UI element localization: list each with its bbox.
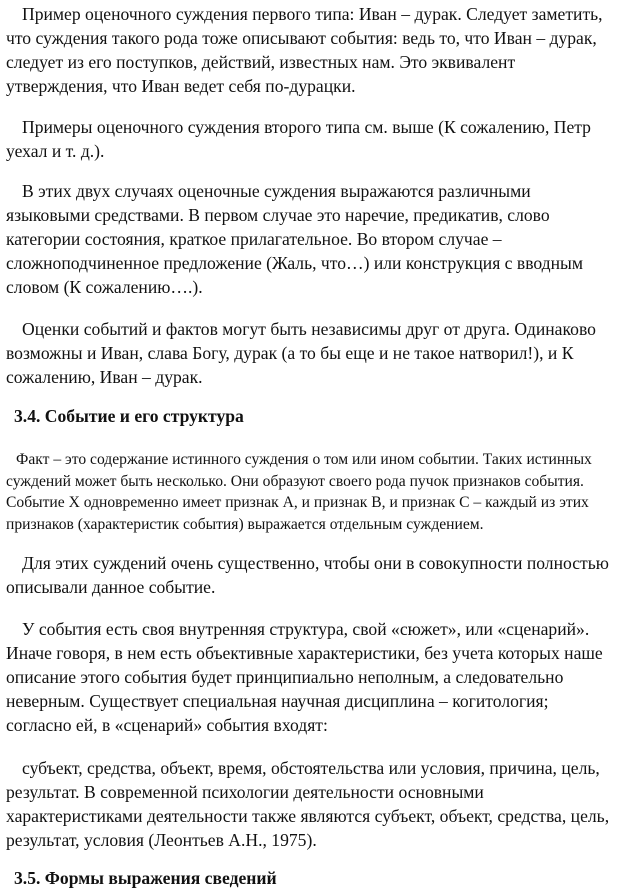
text-line: неверным. Существует специальная научная дисциплина – когитология; bbox=[6, 691, 549, 711]
text-line: утверждения, что Иван ведет себя по-дурацки. bbox=[6, 76, 356, 96]
text-line: описание этого события будет принципиально неполным, а следовательно bbox=[6, 667, 564, 687]
text-line: субъект, средства, объект, время, обстоятельства или условия, причина, цель, bbox=[22, 758, 600, 778]
text-line: признаков (характеристик события) выражается отдельным суждением. bbox=[6, 515, 484, 533]
paragraph-independent-evaluations bbox=[6, 317, 596, 389]
text-line: сожалению, Иван – дурак. bbox=[6, 367, 203, 387]
paragraph-language-means bbox=[6, 179, 583, 299]
paragraph-event-structure bbox=[6, 617, 603, 737]
text-line: Иначе говоря, в нем есть объективные характеристики, без учета которых наше bbox=[6, 643, 603, 663]
paragraph-scenario-components bbox=[6, 756, 609, 852]
text-line: Событие X одновременно имеет признак A, и признак B, и признак C – каждый из этих bbox=[6, 494, 589, 511]
text-line: сложноподчиненное предложение (Жаль, что…) или конструкция с вводным bbox=[6, 253, 583, 273]
section-heading-3-5: 3.5. Формы выражения сведений bbox=[14, 868, 277, 888]
text-line: языковыми средствами. В первом случае это наречие, предикатив, слово bbox=[6, 205, 550, 225]
paragraph-evaluative-second-type bbox=[6, 115, 591, 163]
text-line: характеристиками деятельности также являются субъект, объект, средства, цель, bbox=[6, 806, 610, 826]
section-heading-3-4: 3.4. Событие и его структура bbox=[14, 406, 244, 426]
text-line: что суждения такого рода тоже описывают события: ведь то, что Иван – дурак, bbox=[6, 28, 597, 48]
paragraph-completeness bbox=[6, 551, 609, 599]
text-line: согласно ей, в «сценарий» события входят: bbox=[6, 715, 328, 735]
text-line: Факт – это содержание истинного суждения о том или ином событии. Таких истинных bbox=[16, 451, 592, 468]
text-line: суждений может быть несколько. Они образуют своего рода пучок признаков события. bbox=[6, 472, 584, 490]
text-line: уехал и т. д.). bbox=[6, 141, 105, 161]
text-line: результат. В современной психологии деятельности основными bbox=[6, 782, 484, 802]
text-line: следует из его поступков, действий, известных нам. Это эквивалент bbox=[6, 52, 516, 72]
text-line: возможны и Иван, слава Богу, дурак (а то бы еще и не такое натворил!), и К bbox=[6, 343, 574, 363]
text-line: категории состояния, краткое прилагательное. Во втором случае – bbox=[6, 229, 502, 249]
text-line: словом (К сожалению….). bbox=[6, 277, 203, 297]
text-line: описывали данное событие. bbox=[6, 577, 216, 597]
text-line: В этих двух случаях оценочные суждения выражаются различными bbox=[22, 181, 531, 201]
text-line: Примеры оценочного суждения второго типа см. выше (К сожалению, Петр bbox=[22, 117, 591, 137]
text-line: Пример оценочного суждения первого типа: Иван – дурак. Следует заметить, bbox=[22, 4, 603, 24]
text-line: У события есть своя внутренняя структура, свой «сюжет», или «сценарий». bbox=[22, 619, 590, 639]
text-line: Для этих суждений очень существенно, чтобы они в совокупности полностью bbox=[22, 553, 609, 573]
paragraph-evaluative-first-type bbox=[6, 2, 603, 98]
text-line: Оценки событий и фактов могут быть независимы друг от друга. Одинаково bbox=[22, 319, 596, 339]
text-line: результат, условия (Леонтьев А.Н., 1975). bbox=[6, 830, 317, 850]
paragraph-fact-definition bbox=[6, 449, 592, 535]
